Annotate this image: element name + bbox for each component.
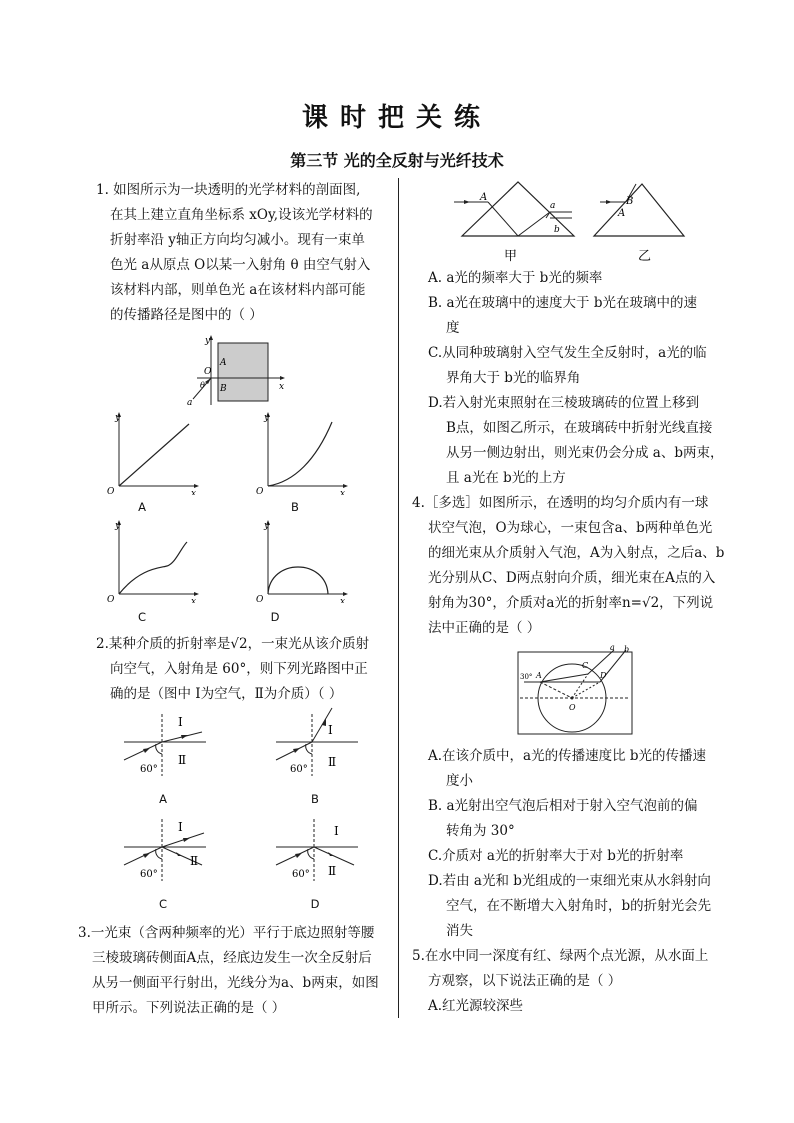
svg-text:x: x: [340, 597, 346, 603]
q1-line-3: 折射率沿 y轴正方向均匀减小。现有一束单: [110, 232, 365, 248]
svg-text:x: x: [340, 489, 346, 495]
q2-figure-b: [272, 704, 362, 780]
q1-graph-b: [254, 410, 349, 495]
q2-option-c: C: [158, 897, 168, 911]
q4-line-3: 的细光束从介质射入气泡，A为入射点，之后a、b: [428, 545, 725, 561]
svg-text:A: A: [536, 671, 542, 680]
q5-line-2: 方观察，以下说法正确的是（ ）: [428, 973, 622, 989]
q3-line-3: 从另一侧面平行射出，光线分为a、b两束，如图: [92, 975, 379, 991]
q4-option-d-2: 空气，在不断增大入射角时，b的折射光会先: [446, 898, 712, 914]
q2-line-1: 2.某种介质的折射率是√2，一束光从该介质射: [96, 636, 370, 652]
svg-text:Ⅰ: Ⅰ: [178, 715, 183, 729]
svg-text:O: O: [256, 487, 264, 495]
svg-text:O: O: [569, 703, 576, 712]
q2-figure-d: [272, 815, 362, 885]
q4-line-6: 法中正确的是（ ）: [428, 620, 541, 636]
q1-line-6: 的传播路径是图中的（ ）: [110, 307, 263, 323]
q1-graph-d: [254, 518, 349, 603]
svg-text:Ⅱ: Ⅱ: [328, 755, 337, 769]
svg-text:60°: 60°: [290, 764, 308, 775]
svg-text:x: x: [191, 597, 197, 603]
q1-line-4: 色光 a从原点 O以某一入射角 θ 由空气射入: [110, 257, 371, 273]
graph-b-curve: [268, 422, 332, 486]
svg-text:O: O: [107, 595, 115, 603]
svg-text:y: y: [264, 413, 270, 423]
q1-material-figure: [185, 333, 295, 408]
q4-line-1: 4.［多选］如图所示，在透明的均匀介质内有一球: [412, 495, 709, 511]
q2-figure-c: [120, 815, 210, 885]
q4-option-b-2: 转角为 30°: [446, 823, 515, 839]
svg-text:Ⅱ: Ⅱ: [190, 854, 199, 868]
svg-text:乙: 乙: [638, 249, 652, 264]
svg-text:O: O: [107, 487, 115, 495]
svg-text:60°: 60°: [140, 764, 158, 775]
q4-option-c: C.介质对 a光的折射率大于对 b光的折射率: [428, 848, 684, 864]
q2-figure-a: [120, 710, 210, 780]
svg-text:b: b: [624, 645, 630, 654]
q3-prism-figure: [450, 176, 690, 266]
svg-text:Ⅰ: Ⅰ: [334, 824, 339, 838]
svg-text:A: A: [618, 208, 626, 219]
svg-text:60°: 60°: [292, 869, 310, 880]
q1-option-c: C: [137, 610, 147, 624]
q1-line-5: 该材料内部，则单色光 a在该材料内部可能: [110, 282, 366, 298]
q4-option-a-1: A.在该介质中，a光的传播速度比 b光的传播速: [428, 748, 707, 764]
q3-option-c-2: 界角大于 b光的临界角: [446, 370, 581, 386]
section-subtitle: 第三节 光的全反射与光纤技术: [290, 151, 504, 170]
svg-text:y: y: [115, 521, 121, 531]
q2-option-d: D: [310, 897, 320, 911]
svg-text:Ⅰ: Ⅰ: [178, 820, 183, 834]
graph-c-curve: [119, 542, 187, 594]
q3-option-b-1: B. a光在玻璃中的速度大于 b光在玻璃中的速: [428, 295, 697, 311]
svg-text:D: D: [600, 671, 607, 680]
q5-line-1: 5.在水中同一深度有红、绿两个点光源，从水面上: [412, 948, 709, 964]
fig-x-label: x: [279, 382, 285, 392]
svg-text:Ⅱ: Ⅱ: [328, 864, 337, 878]
q1-option-d: D: [270, 610, 280, 624]
svg-text:a: a: [610, 644, 615, 652]
q3-option-b-2: 度: [446, 320, 460, 336]
svg-text:60°: 60°: [140, 869, 158, 880]
q3-option-d-1: D.若入射光束照射在三棱玻璃砖的位置上移到: [428, 395, 700, 411]
q3-option-d-3: 从另一侧边射出，则光束仍会分成 a、b两束，: [446, 445, 724, 461]
q3-option-c-1: C.从同种玻璃射入空气发生全反射时，a光的临: [428, 345, 707, 361]
prism-yi: [594, 184, 684, 236]
q3-line-2: 三棱玻璃砖侧面A点，经底边发生一次全反射后: [92, 950, 372, 966]
q3-line-4: 甲所示。下列说法正确的是（ ）: [92, 1000, 286, 1016]
q2-option-b: B: [311, 792, 319, 806]
svg-text:a: a: [550, 201, 556, 211]
q4-bubble-figure: [516, 644, 636, 736]
q2-line-3: 确的是（图中 Ⅰ为空气，Ⅱ为介质）（ ）: [110, 686, 343, 702]
svg-text:y: y: [264, 521, 270, 531]
q4-line-5: 射角为30°，介质对a光的折射率n=√2，下列说: [428, 595, 714, 611]
svg-text:A: A: [480, 192, 488, 203]
fig-b-label: B: [220, 384, 227, 394]
fig-ray-label: a: [187, 398, 193, 408]
q1-graph-a: [105, 410, 200, 495]
q4-option-d-3: 消失: [446, 923, 473, 939]
q4-option-a-2: 度小: [446, 773, 473, 789]
q1-line-2: 在其上建立直角坐标系 xOy,设该光学材料的: [110, 207, 373, 223]
svg-text:甲: 甲: [504, 249, 518, 264]
fig-a-label: A: [220, 358, 227, 368]
svg-text:B: B: [626, 196, 634, 207]
svg-text:O: O: [256, 595, 264, 603]
svg-text:C: C: [582, 661, 589, 670]
q1-option-b: B: [291, 500, 299, 514]
svg-text:Ⅱ: Ⅱ: [178, 753, 187, 767]
q2-line-2: 向空气，入射角是 60°，则下列光路图中正: [110, 661, 368, 677]
svg-text:b: b: [554, 225, 560, 235]
fig-o-label: O: [204, 367, 212, 377]
q3-option-a: A. a光的频率大于 b光的频率: [428, 270, 603, 286]
graph-d-curve: [268, 567, 328, 594]
q4-line-2: 状空气泡，O为球心，一束包含a、b两种单色光: [428, 520, 713, 536]
svg-text:y: y: [115, 413, 121, 423]
q3-line-1: 3.一光束（含两种频率的光）平行于底边照射等腰: [78, 925, 375, 941]
q1-line-1: 1. 如图所示为一块透明的光学材料的剖面图,: [96, 182, 361, 198]
q3-option-d-2: B点，如图乙所示，在玻璃砖中折射光线直接: [446, 420, 713, 436]
q3-option-d-4: 且 a光在 b光的上方: [446, 470, 566, 486]
page-title: 课时把关练: [301, 103, 492, 133]
q4-line-4: 光分别从C、D两点射向介质，细光束在A点的入: [428, 570, 716, 586]
fig-theta-label: θ: [200, 381, 205, 390]
column-divider: [398, 178, 399, 1018]
fig-y-label: y: [205, 336, 211, 346]
svg-text:x: x: [191, 489, 197, 495]
q4-option-d-1: D.若由 a光和 b光组成的一束细光束从水斜射向: [428, 873, 711, 889]
svg-text:30°: 30°: [520, 673, 533, 681]
q2-option-a: A: [159, 792, 167, 806]
svg-text:Ⅰ: Ⅰ: [328, 723, 333, 737]
q4-option-b-1: B. a光射出空气泡后相对于射入空气泡前的偏: [428, 798, 698, 814]
q1-graph-c: [105, 518, 200, 603]
graph-a-curve: [119, 424, 189, 486]
q5-option-a: A.红光源较深些: [428, 998, 524, 1014]
q1-option-a: A: [138, 500, 146, 514]
